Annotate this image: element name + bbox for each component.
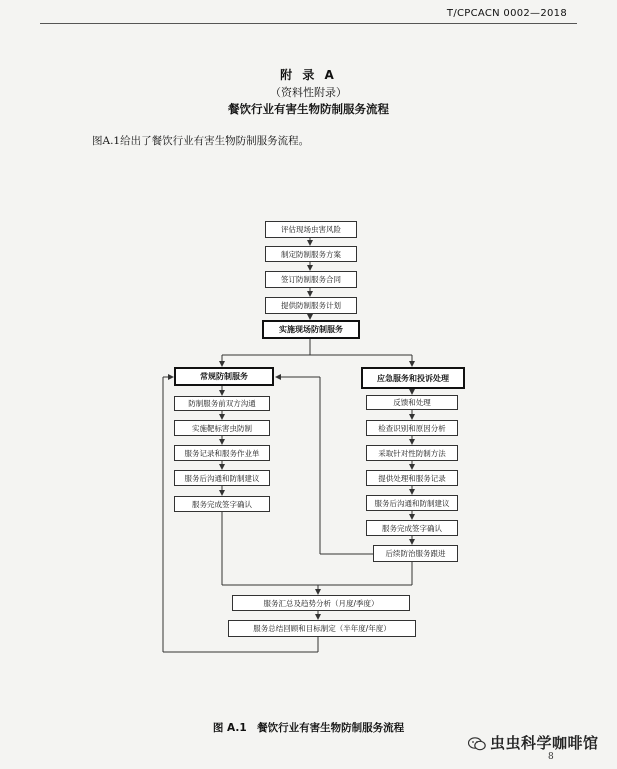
watermark — [468, 732, 599, 753]
emergency-step-treatment-records: 提供处理和服务记录 — [366, 470, 458, 486]
emergency-step-feedback: 反馈和处理 — [366, 395, 458, 410]
document-code: T/CPCACN 0002—2018 — [446, 8, 567, 19]
flow-step-contract: 签订防制服务合同 — [265, 271, 357, 288]
emergency-step-follow-up: 后续防治服务跟进 — [373, 545, 458, 562]
flow-step-risk-assessment: 评估现场虫害风险 — [265, 221, 357, 238]
flow-step-service-plan: 制定防制服务方案 — [265, 246, 357, 262]
emergency-step-targeted-method: 采取针对性防制方法 — [366, 445, 458, 461]
page-number: 8 — [548, 752, 554, 762]
flow-step-implement: 实施现场防制服务 — [262, 320, 360, 339]
summary-annual-review: 服务总结回顾和目标制定（半年度/年度） — [228, 620, 416, 637]
watermark-text: 虫虫科学咖啡馆 — [490, 734, 599, 752]
flow-step-schedule: 提供防制服务计划 — [265, 297, 357, 314]
routine-step-target-control: 实施靶标害虫防制 — [174, 420, 270, 436]
routine-step-post-communication: 服务后沟通和防制建议 — [174, 470, 270, 486]
routine-step-sign-off: 服务完成签字确认 — [174, 496, 270, 512]
annex-title: 附 录 A — [280, 68, 337, 82]
emergency-step-sign-off: 服务完成签字确认 — [366, 520, 458, 536]
wechat-icon — [468, 736, 486, 750]
routine-step-records: 服务记录和服务作业单 — [174, 445, 270, 461]
annex-name: 餐饮行业有害生物防制服务流程 — [228, 102, 389, 116]
annex-subtitle: （资料性附录） — [270, 86, 347, 99]
emergency-step-post-communication: 服务后沟通和防制建议 — [366, 495, 458, 511]
summary-trend-analysis: 服务汇总及趋势分析（月度/季度） — [232, 595, 410, 611]
intro-paragraph: 图A.1给出了餐饮行业有害生物防制服务流程。 — [92, 135, 310, 147]
emergency-service-title: 应急服务和投诉处理 — [361, 367, 465, 389]
emergency-step-inspection: 检查识别和原因分析 — [366, 420, 458, 436]
routine-step-pre-communication: 防制服务前双方沟通 — [174, 396, 270, 411]
routine-service-title: 常规防制服务 — [174, 367, 274, 386]
figure-caption: 图 A.1 餐饮行业有害生物防制服务流程 — [212, 722, 405, 734]
